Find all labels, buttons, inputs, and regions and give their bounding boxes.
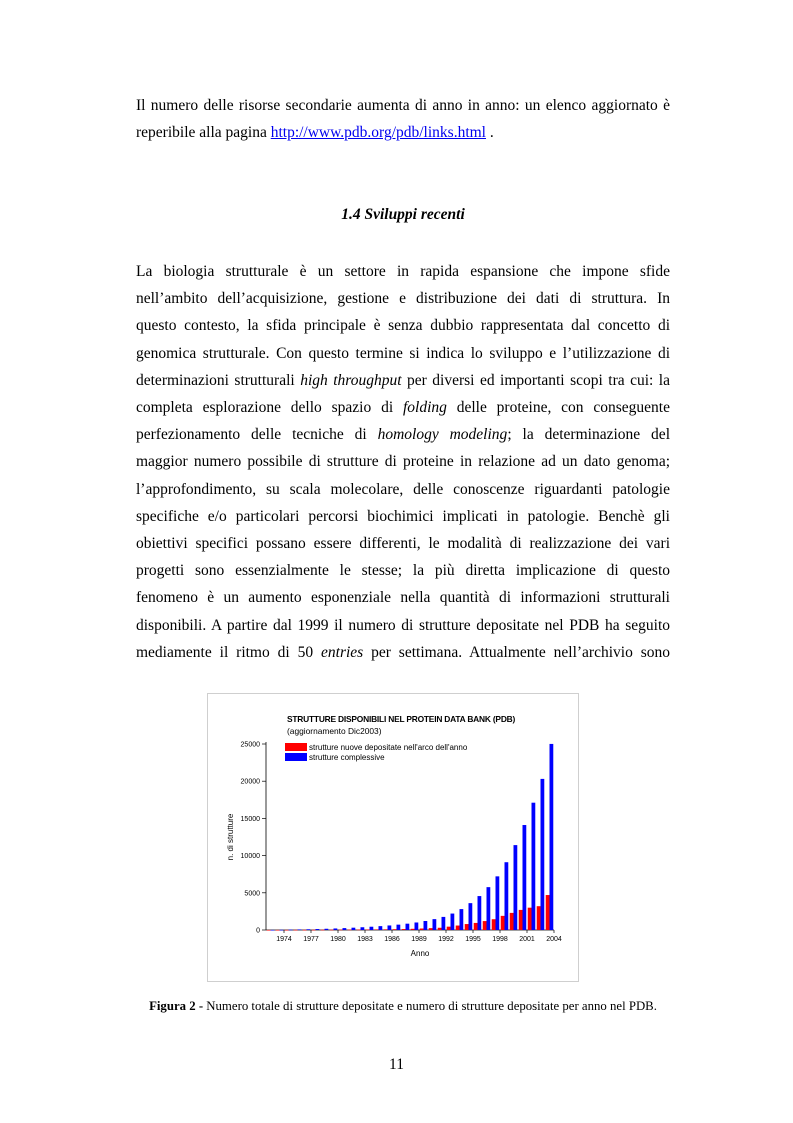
chart-title: STRUTTURE DISPONIBILI NEL PROTEIN DATA BANK (PDB) [287,714,516,724]
bar-total-structures [415,922,419,930]
bar-new-structures [357,930,361,931]
bar-new-structures [303,930,307,931]
x-tick-label: 1998 [492,936,508,943]
body-line [136,639,670,666]
figure-frame [207,693,579,982]
bar-total-structures [469,903,473,930]
bar-total-structures [460,909,464,930]
bar-total-structures [532,803,536,930]
bar-total-structures [370,927,374,930]
x-axis-label: Anno [410,949,430,958]
body-line [136,394,670,421]
x-tick-label: 1983 [357,936,373,943]
bar-total-structures [478,896,482,930]
body-line: nell’ambito dell’acquisizione, gestione e distribuzione dei dati di struttura. In [136,290,670,308]
bar-total-structures [379,926,383,930]
bar-total-structures [307,929,311,930]
bar-new-structures [483,921,487,930]
body-line: obiettivi specifici possano essere differenti, le modalità di realizzazione dei vari [136,535,670,553]
bar-new-structures [537,906,541,930]
bar-total-structures [343,928,347,930]
bar-new-structures [519,910,523,930]
bar-total-structures [442,917,446,930]
bar-total-structures [523,825,527,930]
pdb-links-url[interactable]: http://www.pdb.org/pdb/links.html [270,124,486,142]
bar-new-structures [321,930,325,931]
bar-new-structures [510,913,514,930]
body-line [136,421,670,448]
y-tick-label: 20000 [240,778,260,786]
intro-line-2 [136,119,670,146]
bar-total-structures [325,929,329,930]
bar-total-structures [514,845,518,930]
bar-new-structures [393,929,397,930]
section-heading: 1.4 Sviluppi recenti [341,206,465,223]
x-tick-label: 2001 [519,936,535,943]
bar-new-structures [474,923,478,930]
y-axis-label: n. di strutture [226,813,235,861]
x-tick-label: 1989 [411,936,427,943]
body-emphasis: folding [402,399,447,417]
bar-new-structures [339,930,343,931]
body-line [136,367,670,394]
bar-total-structures [541,779,545,930]
x-tick-label: 1995 [465,936,481,943]
figure-caption [136,999,670,1014]
x-tick-label: 1986 [384,936,400,943]
legend-swatch [285,753,307,761]
bar-new-structures [267,930,271,931]
x-tick-label: 1974 [276,936,292,943]
intro-line-1: Il numero delle risorse secondarie aumenta di anno in anno: un elenco aggiornato è [136,97,670,114]
bar-new-structures [429,928,433,930]
body-line: genomica strutturale. Con questo termine si indica lo sviluppo e l’utilizzazione di [136,344,670,362]
legend-label: strutture nuove depositate nell'arco dell'anno [309,743,468,752]
body-text: completa esplorazione dello spazio di [136,399,403,417]
bar-total-structures [280,930,284,931]
bar-total-structures [397,925,401,930]
body-line: specifiche e/o particolari percorsi biochimici implicati in patologie. Benchè gli [136,507,670,525]
body-text: ; la determinazione del [507,426,670,444]
body-text: determinazioni strutturali [136,371,301,389]
bar-total-structures [496,876,500,930]
bar-total-structures [361,927,365,930]
bar-new-structures [384,929,388,930]
bar-new-structures [366,929,370,930]
bar-total-structures [451,914,455,930]
page-number: 11 [389,1056,404,1073]
body-text: per diversi ed importanti scopi tra cui: la [401,371,670,389]
bar-total-structures [271,930,275,931]
y-tick-label: 15000 [240,815,260,823]
bar-total-structures [487,887,491,930]
bar-total-structures [424,921,428,930]
bar-total-structures [388,925,392,930]
body-line: l’approfondimento, su scala molecolare, delle conoscenze riguardanti patologie [136,480,670,498]
bar-total-structures [406,924,410,930]
bar-new-structures [501,916,505,930]
body-line: questo contesto, la sfida principale è senza dubbio rappresentata dal concetto di [136,317,670,335]
bar-new-structures [330,930,334,931]
legend-swatch [285,743,307,751]
body-line: disponibili. A partire dal 1999 il numero di strutture depositate nel PDB ha seguito [136,616,670,634]
bar-new-structures [285,930,289,931]
bar-new-structures [294,930,298,931]
x-tick-label: 2004 [546,936,562,943]
bar-new-structures [465,924,469,930]
bar-new-structures [276,930,280,931]
bar-new-structures [456,926,460,930]
bar-total-structures [289,930,293,931]
bar-new-structures [402,929,406,930]
x-tick-label: 1992 [438,936,454,943]
chart-subtitle: (aggiornamento Dic2003) [287,726,382,736]
intro-line-2-after: . [486,124,494,142]
bar-new-structures [447,927,451,930]
body-text: delle proteine, con conseguente [446,399,670,417]
y-tick-label: 5000 [244,890,260,898]
bar-total-structures [352,928,356,930]
body-line: maggior numero possibile di strutture di proteine in relazione ad un dato genoma; [136,453,670,471]
body-emphasis: homology modeling [377,426,508,444]
caption-label: Figura 2 - [149,999,207,1013]
y-tick-label: 10000 [240,853,260,861]
intro-paragraph [136,92,670,146]
body-text: per settimana. Attualmente nell’archivio sono [363,643,671,661]
x-tick-label: 1980 [330,936,346,943]
bar-new-structures [348,930,352,931]
y-tick-label: 0 [256,927,260,935]
bar-total-structures [334,928,338,930]
x-tick-label: 1977 [303,936,319,943]
bar-new-structures [438,928,442,930]
legend-label: strutture complessive [309,753,385,762]
bar-new-structures [420,929,424,930]
body-text: mediamente il ritmo di 50 [136,643,322,661]
caption-text: Numero totale di strutture depositate e numero di strutture depositate per anno nel PDB. [206,999,657,1013]
body-paragraph [136,258,670,666]
body-text: perfezionamento delle tecniche di [136,426,378,444]
bar-total-structures [433,919,437,930]
bar-total-structures [316,929,320,930]
intro-line-2-before: reperibile alla pagina [136,124,271,142]
body-emphasis: high throughput [300,371,402,389]
y-tick-label: 25000 [240,741,260,749]
bar-total-structures [298,929,302,930]
bar-total-structures [550,744,554,930]
bar-new-structures [312,930,316,931]
body-emphasis: entries [321,643,364,661]
bar-chart [208,694,578,981]
body-line: La biologia strutturale è un settore in rapida espansione che impone sfide [136,263,670,280]
bar-new-structures [528,908,532,930]
bar-new-structures [546,895,550,930]
bar-total-structures [505,862,509,930]
bar-new-structures [411,929,415,930]
bar-new-structures [375,929,379,930]
body-line: progetti sono essenzialmente le stesse; la più diretta implicazione di questo [136,562,670,580]
bar-new-structures [492,919,496,930]
body-line: fenomeno è un aumento esponenziale nella quantità di informazioni strutturali [136,589,670,607]
